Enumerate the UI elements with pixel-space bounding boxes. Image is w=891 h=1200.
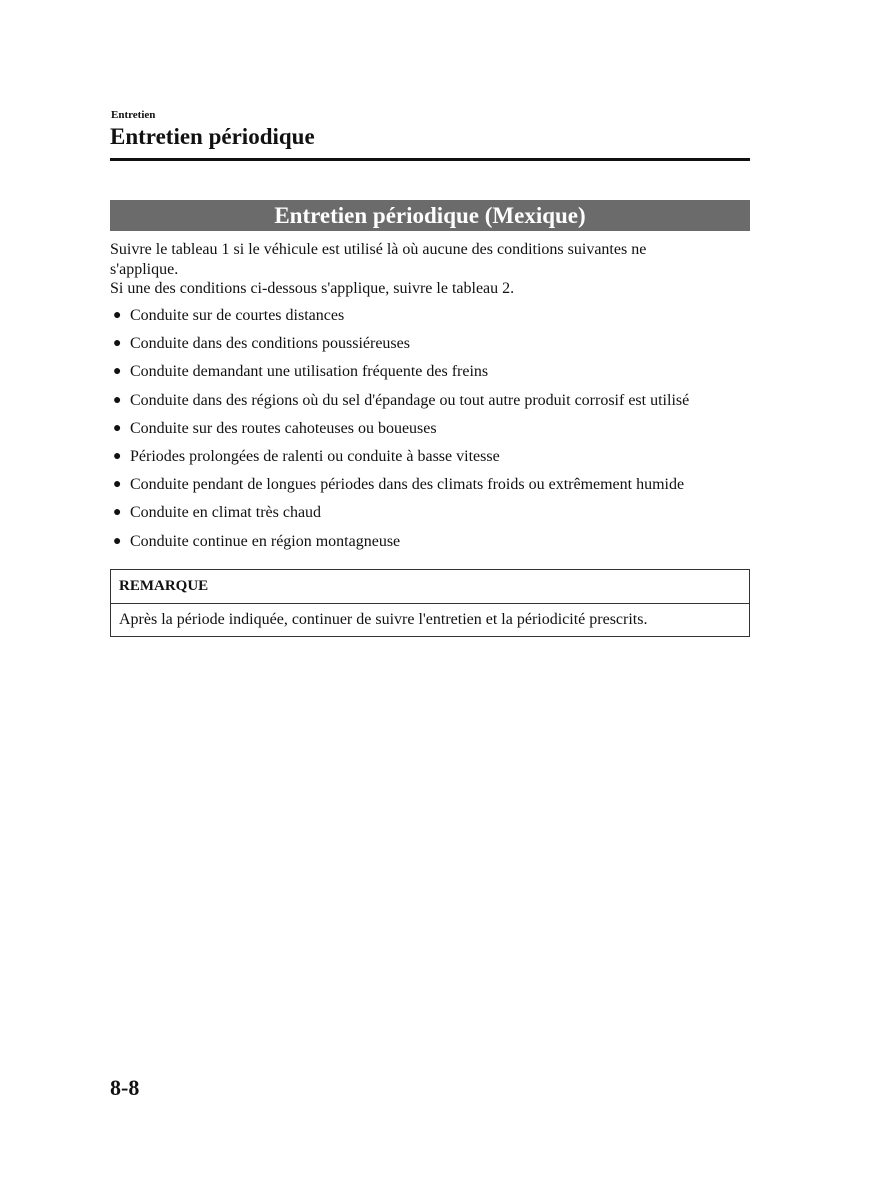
intro-paragraph-1: Suivre le tableau 1 si le véhicule est utilisé là où aucune des conditions suivantes ne s'applique. xyxy=(110,241,647,278)
list-item xyxy=(110,306,760,334)
list-item-text: Périodes prolongées de ralenti ou conduite à basse vitesse xyxy=(130,447,500,465)
section-banner xyxy=(110,200,750,231)
list-item xyxy=(110,391,760,419)
list-item xyxy=(110,503,760,531)
note-box xyxy=(110,569,750,637)
list-item-text: Conduite continue en région montagneuse xyxy=(130,532,401,550)
list-item-text: Conduite en climat très chaud xyxy=(130,504,322,522)
list-item xyxy=(110,532,760,560)
list-item-text: Conduite sur de courtes distances xyxy=(130,307,345,324)
title-divider xyxy=(110,158,750,161)
list-item-text: Conduite dans des conditions poussiéreuses xyxy=(130,335,410,353)
bullet-icon: ● xyxy=(113,477,122,493)
note-text: Après la période indiquée, continuer de suivre l'entretien et la périodicité prescrits. xyxy=(119,611,648,628)
page-number: 8-8 xyxy=(110,1075,140,1100)
bullet-icon: ● xyxy=(113,448,122,464)
list-item xyxy=(110,419,760,447)
banner-title: Entretien périodique (Mexique) xyxy=(274,203,586,228)
bullet-icon: ● xyxy=(113,533,122,549)
section-label: Entretien xyxy=(111,109,156,121)
bullet-icon: ● xyxy=(113,336,122,352)
bullet-icon: ● xyxy=(113,308,122,323)
intro-paragraph-2: Si une des conditions ci-dessous s'applique, suivre le tableau 2. xyxy=(110,280,515,297)
bullet-icon: ● xyxy=(113,392,122,408)
bullet-icon: ● xyxy=(113,505,122,521)
list-item xyxy=(110,362,760,390)
list-item xyxy=(110,475,760,503)
list-item-text: Conduite dans des régions où du sel d'épandage ou tout autre produit corrosif est utilisé xyxy=(130,391,690,409)
list-item-text: Conduite sur des routes cahoteuses ou boueuses xyxy=(130,419,437,437)
note-heading: REMARQUE xyxy=(111,570,749,604)
list-item xyxy=(110,447,760,475)
page-title: Entretien périodique xyxy=(110,124,315,149)
list-item xyxy=(110,334,760,362)
list-item-text: Conduite demandant une utilisation fréquente des freins xyxy=(130,363,489,381)
bullet-icon: ● xyxy=(113,420,122,436)
conditions-list xyxy=(110,306,760,560)
intro-text xyxy=(110,240,710,299)
bullet-icon: ● xyxy=(113,364,122,380)
list-item-text: Conduite pendant de longues périodes dans des climats froids ou extrêmement humide xyxy=(130,476,685,494)
